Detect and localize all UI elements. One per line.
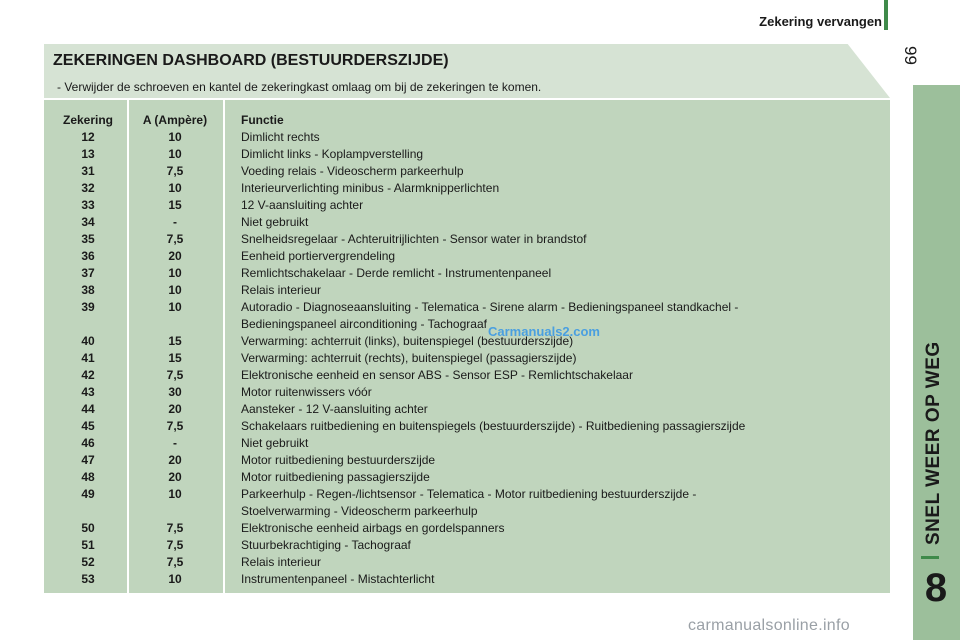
fuse-function: Dimlicht links - Koplampverstelling (241, 147, 424, 161)
chapter-number: 8 (924, 566, 948, 610)
section-title: ZEKERINGEN DASHBOARD (BESTUURDERSZIJDE) (53, 52, 449, 69)
fuse-amperage: 10 (168, 147, 182, 161)
fuse-function: Dimlicht rechts (241, 130, 320, 144)
fuse-function: Stuurbekrachtiging - Tachograaf (241, 538, 411, 552)
page-number: 99 (901, 46, 920, 65)
fuse-number: 35 (81, 232, 95, 246)
fuse-number: 44 (81, 402, 95, 416)
fuse-number: 47 (81, 453, 95, 467)
fuse-number: 49 (81, 487, 95, 501)
fuse-function: Aansteker - 12 V-aansluiting achter (241, 402, 428, 416)
fuse-function: Eenheid portiervergrendeling (241, 249, 396, 263)
fuse-amperage: 10 (168, 283, 182, 297)
fuse-function: Elektronische eenheid airbags en gordelspanners (241, 521, 505, 535)
fuse-function: Niet gebruikt (241, 215, 309, 229)
fuse-amperage: - (173, 436, 177, 450)
fuse-amperage: 10 (168, 487, 182, 501)
fuse-number: 42 (81, 368, 95, 382)
fuse-number: 51 (81, 538, 95, 552)
fuse-function: Motor ruitbediening passagierszijde (241, 470, 430, 484)
fuse-amperage: 7,5 (166, 419, 184, 433)
running-header: Zekering vervangen (759, 14, 882, 29)
fuse-amperage: 10 (168, 572, 182, 586)
fuse-number: 38 (81, 283, 95, 297)
fuse-amperage: 30 (168, 385, 182, 399)
fuse-number: 12 (81, 130, 95, 144)
fuse-number: 45 (81, 419, 95, 433)
fuse-function: Relais interieur (241, 283, 322, 297)
fuse-function: Motor ruitenwissers vóór (241, 385, 372, 399)
fuse-amperage: 10 (168, 181, 182, 195)
fuse-amperage: 15 (168, 351, 182, 365)
fuse-number: 43 (81, 385, 95, 399)
fuse-function: Remlichtschakelaar - Derde remlicht - Instrumentenpaneel (241, 266, 552, 280)
fuse-amperage: 7,5 (166, 555, 184, 569)
column-divider-1 (127, 100, 129, 593)
fuse-number: 39 (81, 300, 95, 314)
fuse-amperage: 7,5 (166, 164, 184, 178)
fuse-amperage: 10 (168, 130, 182, 144)
fuse-function: 12 V-aansluiting achter (241, 198, 364, 212)
fuse-number: 50 (81, 521, 95, 535)
fuse-number: 13 (81, 147, 95, 161)
fuse-number: 37 (81, 266, 95, 280)
fuse-function: Instrumentenpaneel - Mistachterlicht (241, 572, 435, 586)
fuse-amperage: 7,5 (166, 232, 184, 246)
fuse-amperage: 15 (168, 334, 182, 348)
header-rule (884, 0, 888, 30)
fuse-function-continued: Stoelverwarming - Videoscherm parkeerhulp (241, 504, 478, 518)
footer-watermark: carmanualsonline.info (688, 617, 850, 634)
fuse-amperage: - (173, 215, 177, 229)
fuse-function: Autoradio - Diagnoseaansluiting - Telematica - Sirene alarm - Bedieningspaneel standkachel - (241, 300, 739, 314)
fuse-number: 36 (81, 249, 95, 263)
fuse-number: 31 (81, 164, 95, 178)
fuse-number: 48 (81, 470, 95, 484)
fuse-number: 41 (81, 351, 95, 365)
fuse-number: 32 (81, 181, 95, 195)
fuse-amperage: 20 (168, 249, 182, 263)
sidebar-section-title: SNEL WEER OP WEG (923, 341, 944, 545)
fuse-function: Elektronische eenheid en sensor ABS - Sensor ESP - Remlichtschakelaar (241, 368, 633, 382)
fuse-number: 33 (81, 198, 95, 212)
fuse-function: Niet gebruikt (241, 436, 309, 450)
fuse-amperage: 20 (168, 470, 182, 484)
fuse-amperage: 10 (168, 266, 182, 280)
fuse-function: Verwarming: achterruit (links), buitenspiegel (bestuurderszijde) (241, 334, 574, 348)
fuse-number: 52 (81, 555, 95, 569)
fuse-function: Schakelaars ruitbediening en buitenspiegels (bestuurderszijde) - Ruitbediening passagierszijde (241, 419, 746, 433)
fuse-function-continued: Bedieningspaneel airconditioning - Tachograaf (241, 317, 487, 331)
fuse-number: 53 (81, 572, 95, 586)
fuse-function: Snelheidsregelaar - Achteruitrijlichten - Sensor water in brandstof (241, 232, 587, 246)
fuse-amperage: 20 (168, 402, 182, 416)
fuse-amperage: 7,5 (166, 538, 184, 552)
sidebar-rule (921, 556, 939, 559)
fuse-function: Motor ruitbediening bestuurderszijde (241, 453, 436, 467)
header-function: Functie (241, 113, 284, 127)
header-fuse: Zekering (62, 113, 113, 127)
fuse-function: Voeding relais - Videoscherm parkeerhulp (241, 164, 464, 178)
fuse-amperage: 7,5 (166, 368, 184, 382)
fuse-number: 34 (81, 215, 95, 229)
fuse-amperage: 20 (168, 453, 182, 467)
section-instruction: - Verwijder de schroeven en kantel de zekeringkast omlaag om bij de zekeringen te komen. (57, 80, 542, 94)
fuse-function: Interieurverlichting minibus - Alarmknipperlichten (241, 181, 500, 195)
fuse-function: Relais interieur (241, 555, 322, 569)
fuse-function: Parkeerhulp - Regen-/lichtsensor - Telematica - Motor ruitbediening bestuurderszijde - (241, 487, 697, 501)
fuse-number: 40 (81, 334, 95, 348)
inline-watermark: Carmanuals2.com (488, 324, 600, 339)
fuse-number: 46 (81, 436, 95, 450)
fuse-amperage: 7,5 (166, 521, 184, 535)
header-amp: A (Ampère) (142, 113, 208, 127)
fuse-function: Verwarming: achterruit (rechts), buitenspiegel (passagierszijde) (241, 351, 577, 365)
fuse-amperage: 15 (168, 198, 182, 212)
column-divider-2 (223, 100, 225, 593)
fuse-amperage: 10 (168, 300, 182, 314)
